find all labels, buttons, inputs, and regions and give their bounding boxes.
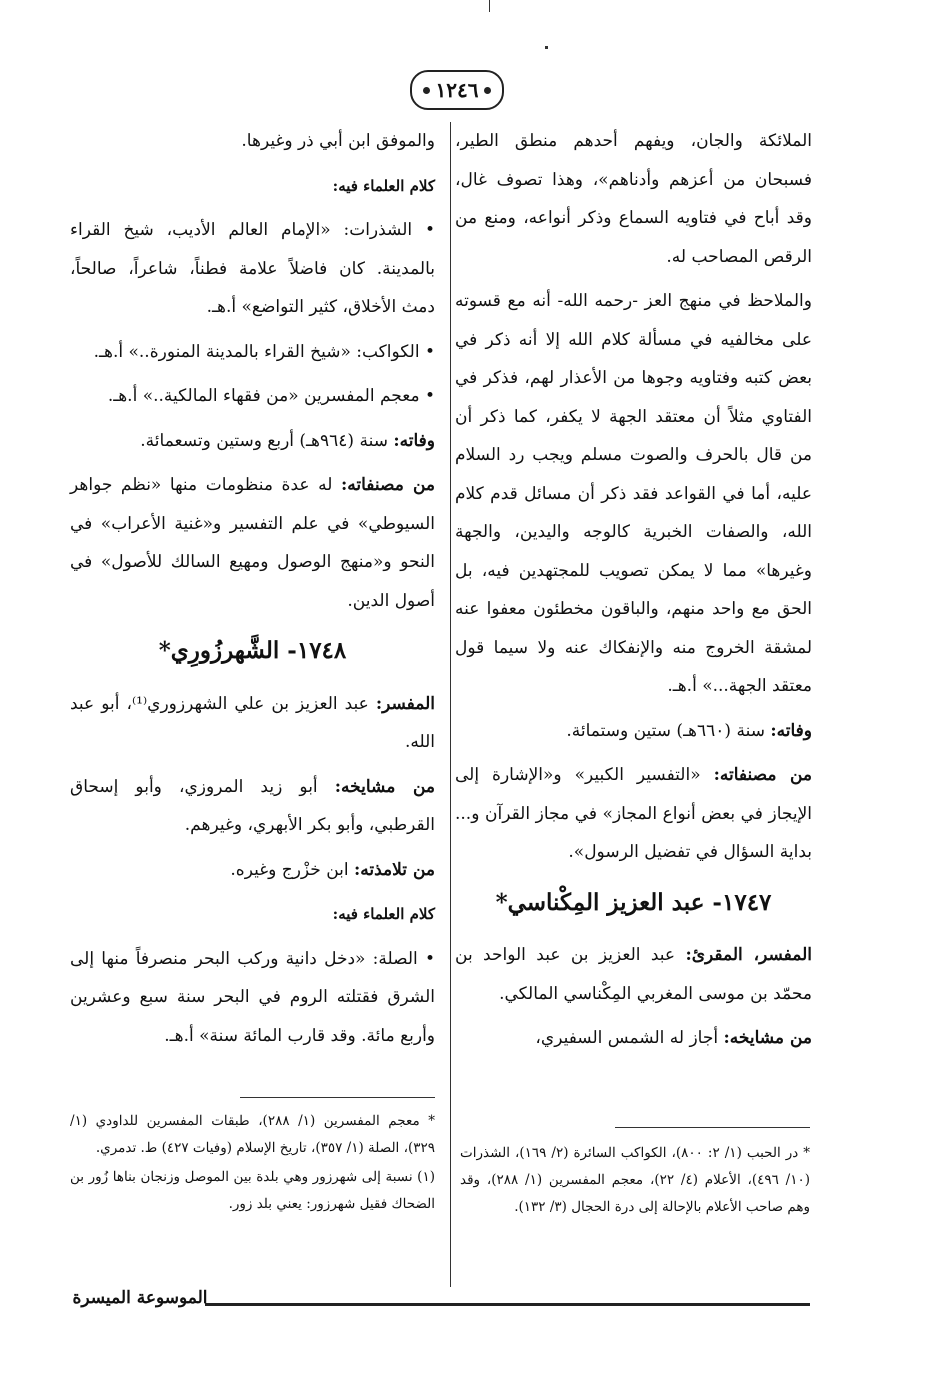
- teachers-text: أبو زيد المروزي، وأبو إسحاق القرطبي، وأبو بكر الأبهري، وغيرهم.: [70, 776, 435, 835]
- death-label: وفاته:: [393, 430, 435, 451]
- quote-mujam: • معجم المفسرين «من فقهاء المالكية..» أ.هـ.: [107, 386, 435, 406]
- teachers-line: [70, 768, 435, 845]
- column-divider: [450, 122, 451, 1287]
- students-line: [70, 851, 435, 890]
- mufassir-text: عبد العزيز بن عبد الواحد بن محمّد بن موسى المغربي المِكْناسي المالكي.: [455, 945, 812, 1004]
- works-line: [455, 756, 812, 872]
- page-number-dot-left: [423, 87, 430, 94]
- teachers-line: [455, 1019, 812, 1058]
- mufassir-line: [70, 685, 435, 762]
- quote-shadharat: • الشذرات: «الإمام العالم الأديب، شيخ القراء بالمدينة. كان فاضلاً علامة فطناً، شاعراً، صالحاً، دمث الأخلاق، كثير التواضع» أ.هـ.: [70, 220, 435, 317]
- page-number-badge: [410, 70, 504, 110]
- teachers-label: من مشايخه:: [723, 1028, 812, 1048]
- footnote: * معجم المفسرين (١/ ٢٨٨)، طبقات المفسرين للداودي (١/ ٣٢٩)، الصلة (١/ ٣٥٧)، تاريخ الإسلام (وفيات ٤٢٧) ط. تدمري.: [70, 1113, 435, 1156]
- quote-sila: • الصلة: «دخل دانية وركب البحر منصرفاً منها إلى الشرق فقتلته الروم في البحر سنة سبع وعشرين وأربع مائة. وقد قارب المائة سنة» أ.هـ.: [70, 948, 435, 1046]
- section-heading: كلام العلماء فيه:: [332, 176, 435, 195]
- left-column: [70, 122, 435, 1061]
- teachers-label: من مشايخه:: [334, 776, 436, 797]
- mufassir-text: عبد العزيز بن علي الشهرزوري⁽¹⁾، أبو عبد الله.: [70, 693, 435, 752]
- entry-title: ١٧٤٨- الشَّهرزُورِي*: [158, 637, 347, 664]
- mufassir-label: المفسر:: [375, 693, 436, 714]
- right-column: [455, 122, 812, 1064]
- footnote-rule-right: [615, 1127, 810, 1128]
- students-label: من تلامذته:: [354, 859, 435, 880]
- teachers-text: أجاز له الشمس السفيري،: [535, 1028, 719, 1048]
- death-line: [455, 712, 812, 751]
- death-label: وفاته:: [770, 720, 812, 741]
- page-number-dot-right: [484, 87, 491, 94]
- works-label: من مصنفاته:: [713, 765, 813, 785]
- footnotes-left: [70, 1108, 435, 1220]
- page-number: ١٢٤٦: [435, 78, 479, 102]
- paragraph: والموفق ابن أبي ذر وغيرها.: [241, 131, 435, 151]
- works-text: «التفسير الكبير» و«الإشارة إلى الإيجاز في بعض أنواع المجاز» في مجاز القرآن و... بداية السؤال في تفضيل الرسول».: [455, 765, 812, 862]
- paragraph: الملائكة والجان، ويفهم أحدهم منطق الطير، فسبحان من أعزهم وأدناهم»، وهذا تصوف غال، وقد أباح في فتاويه السماع وذكر أنواعه، ومنع من الرقص المصاحب له.: [455, 131, 812, 267]
- crop-mark-top: [489, 0, 490, 12]
- death-line: [70, 422, 435, 461]
- footnote: (١) نسبة إلى شهرزور وهي بلدة بين الموصل وزنجان بناها زُور بن الضحاك فقيل شهرزور: يعني بلد زور.: [70, 1169, 435, 1212]
- section-heading: كلام العلماء فيه:: [332, 905, 435, 923]
- paragraph: والملاحظ في منهج العز -رحمه الله- أنه مع قسوته على مخالفيه في مسألة كلام الله إلا أنه ذكر في بعض كتبه وفتاويه وجوها من الأعذار لهم، فذكر في الفتاوي مثلاً أن معتقد الجهة لا يكفر، كما ذكر أن من قال بالحرف والصوت مسلم ويجب رد السلام عليه، أما في القواعد فقد ذكر أن مسائل قدم كلام الله، والصفات الخبرية كالوجه واليدين، والجهة وغيرها» مما لا يمكن تصويب للمجتهدين فيه، بل الحق مع واحد منهم، والباقون مخطئون معفوا عنه لمشقة الخروج منه والإنفكاك عنه ولا سيما قول معتقد الجهة...» أ.هـ.: [455, 291, 812, 696]
- students-text: ابن خزْرج وغيره.: [230, 859, 349, 880]
- works-text: له عدة منظومات منها «نظم جواهر السيوطي» في علم التفسير و«غنية الأعراب» في النحو و«منهج الوصول ومهيع السالك للأصول» في أصول الدين.: [70, 475, 435, 611]
- series-title: الموسوعة الميسرة: [72, 1288, 208, 1308]
- entry-title: ١٧٤٧- عبد العزيز المِكْناسي*: [495, 888, 772, 916]
- works-line: [70, 466, 435, 620]
- footer-rule: [205, 1303, 810, 1306]
- footnotes-right: [460, 1140, 810, 1223]
- mufassir-label: المفسر، المقرئ:: [685, 945, 812, 965]
- death-text: سنة (٦٦٠هـ) ستين وستمائة.: [566, 720, 765, 741]
- crop-mark-dot: [545, 46, 548, 49]
- mufassir-line: [455, 936, 812, 1013]
- footnote-rule-left: [240, 1097, 435, 1098]
- footnote: * در الحبب (١/ ٢: ٨٠٠)، الكواكب السائرة (٢/ ١٦٩)، الشذرات (١٠/ ٤٩٦)، الأعلام (٤/ ٢٢)، معجم المفسرين (١/ ٢٨٨)، وقد وهم صاحب الأعلام بالإحالة إلى درة الحجال (٣/ ١٣٢).: [460, 1145, 811, 1215]
- works-label: من مصنفاته:: [340, 475, 435, 495]
- quote-kawakib: • الكواكب: «شيخ القراء بالمدينة المنورة..» أ.هـ.: [93, 341, 435, 362]
- death-text: سنة (٩٦٤هـ) أربع وستين وتسعمائة.: [140, 430, 388, 451]
